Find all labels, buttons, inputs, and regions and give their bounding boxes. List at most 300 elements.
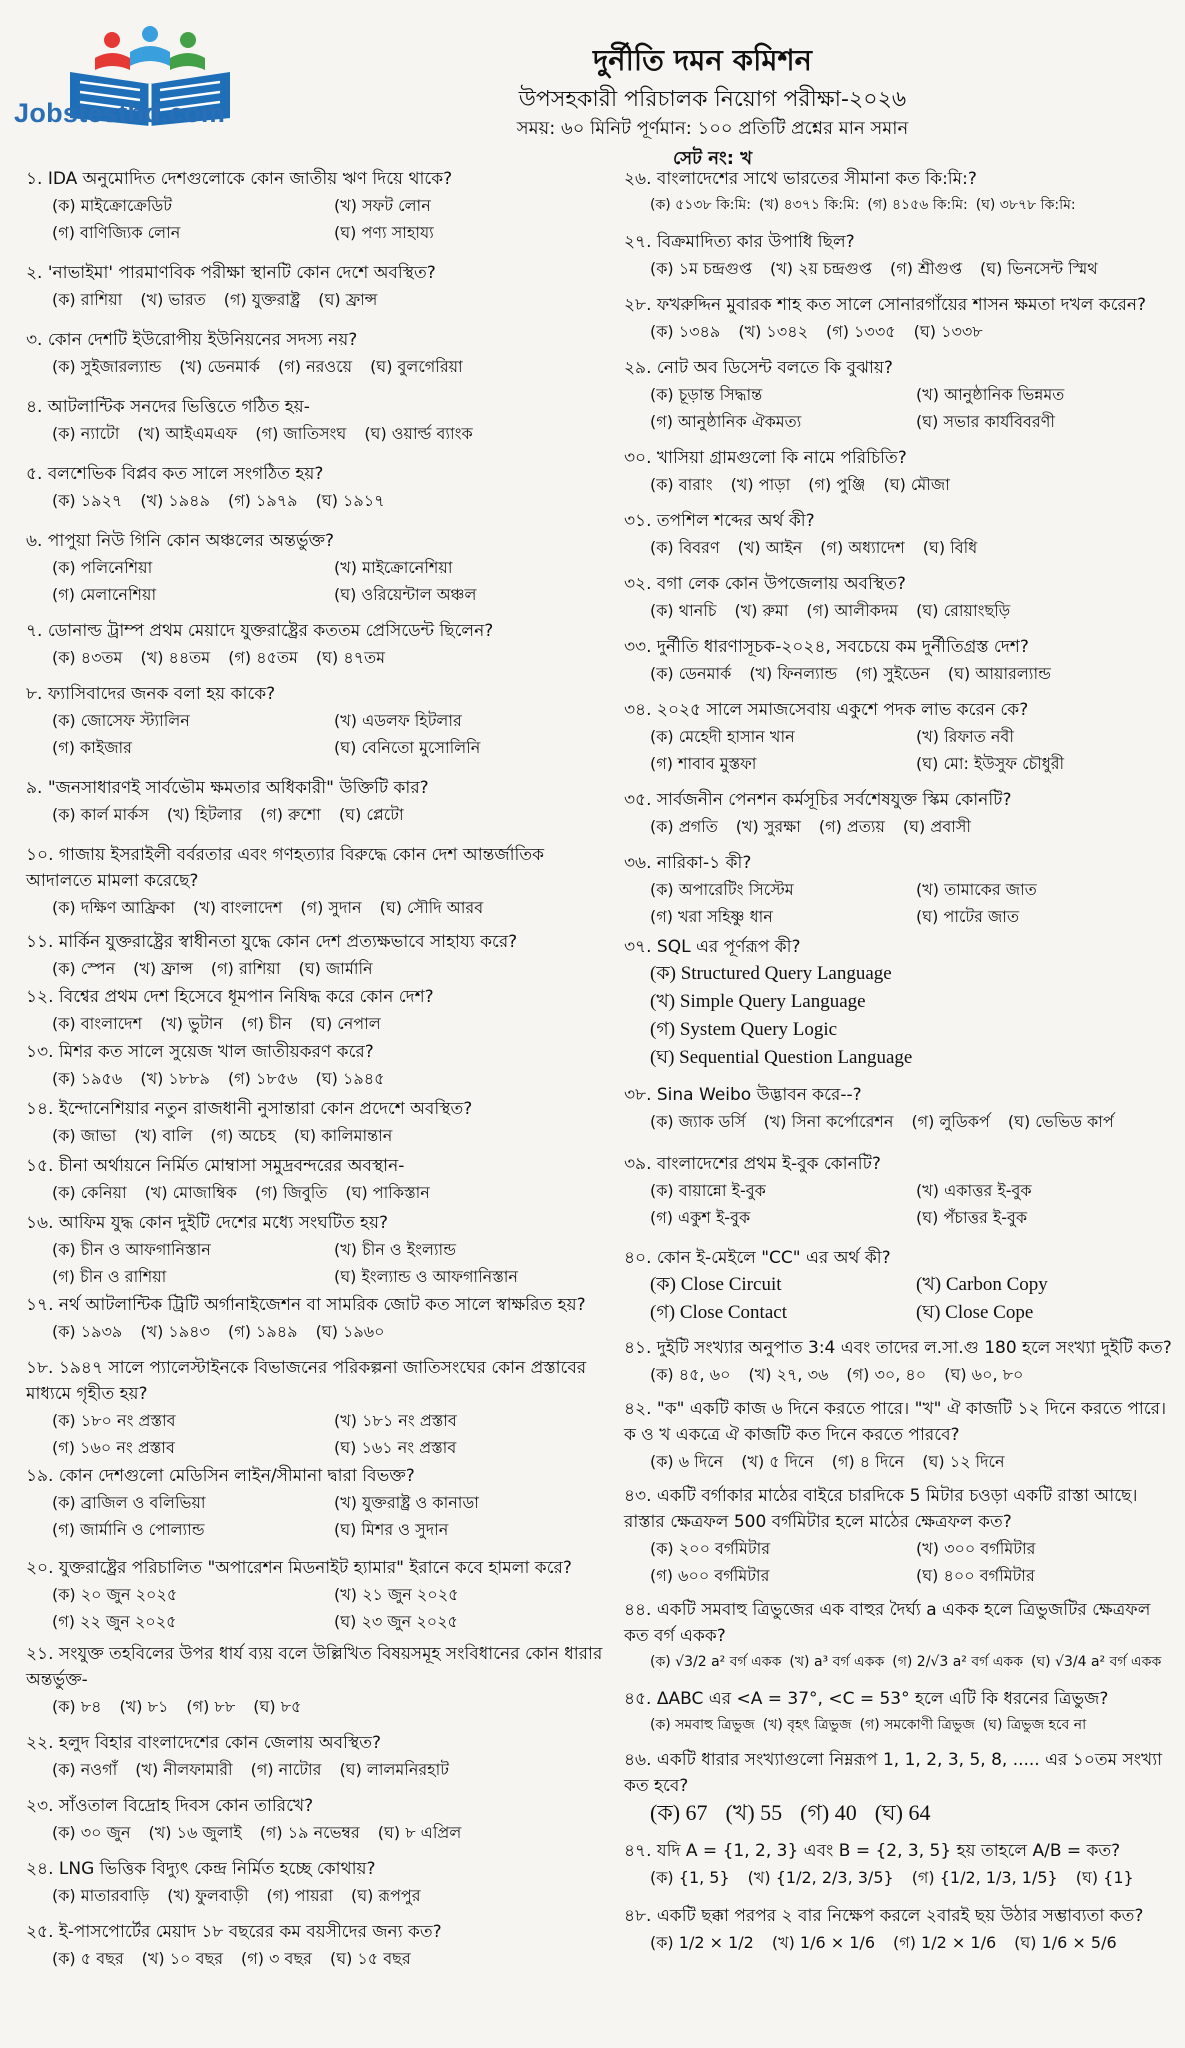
- answer-option: (ঘ) পাটের জাত: [916, 907, 1019, 926]
- answer-option: (ক) ১৩৪৯: [650, 322, 721, 341]
- question-item: [26, 1096, 606, 1149]
- answer-option: (ঘ) ৮৫: [253, 1697, 302, 1716]
- answer-option: (গ) 2/√3 a² বর্গ একক: [892, 1654, 1024, 1670]
- answer-options: [624, 318, 1172, 345]
- answer-option: (ক) 67: [650, 1800, 708, 1825]
- question-text: ৩৯. বাংলাদেশের প্রথম ই-বুক কোনটি?: [624, 1154, 881, 1174]
- answer-option: (ঘ) রূপপুর: [350, 1886, 421, 1905]
- answer-option: (খ) তামাকের জাত: [916, 880, 1037, 899]
- answer-option: (ঘ) ১২ দিনে: [922, 1452, 1005, 1471]
- question-item: [26, 618, 606, 671]
- answer-option: (খ) একাত্তর ই-বুক: [916, 1181, 1032, 1200]
- answer-option: (ঘ) সভার কার্যবিবরণী: [916, 412, 1055, 431]
- answer-option: (খ) ১৯৪৩: [140, 1322, 210, 1341]
- question-text: ৩১. তপশিল শব্দের অর্থ কী?: [624, 511, 815, 531]
- exam-subtitle: উপসহকারী পরিচালক নিয়োগ পরীক্ষা-২০২৬: [518, 87, 907, 112]
- answer-option: (ক) থানচি: [650, 601, 717, 620]
- answer-option: (ক) ১৯৫৬: [52, 1069, 123, 1088]
- question-text: ৪৩. একটি বর্গাকার মাঠের বাইরে চারদিকে 5 মিটার চওড়া একটি রাস্তা আছে। রাস্তার ক্ষেত্রফল 500 বর্গমিটার হলে মাঠের ক্ষেত্রফল কত?: [624, 1486, 1138, 1532]
- question-text: ২৮. ফখরুদ্দিন মুবারক শাহ কত সালে সোনারগাঁয়ের শাসন ক্ষমতা দখল করেন?: [624, 295, 1147, 315]
- answer-option: (খ) ফ্রান্স: [133, 959, 193, 978]
- answer-option: (ঘ) ১৯৬০: [315, 1322, 385, 1341]
- answer-option: (গ) ৪ দিনে: [831, 1452, 905, 1471]
- answer-option: (খ) রুমা: [734, 601, 789, 620]
- question-text: ২৬. বাংলাদেশের সাথে ভারতের সীমানা কত কি:মি:?: [624, 169, 977, 189]
- answer-options: [26, 1122, 606, 1149]
- question-item: [624, 229, 1172, 282]
- question-column-left: [26, 166, 606, 1972]
- answer-option: (ক) কার্ল মার্কস: [52, 805, 149, 824]
- answer-option: (ক) সুইজারল্যান্ড: [52, 357, 162, 376]
- answer-option: (খ) ফুলবাড়ী: [167, 1886, 249, 1905]
- question-text: ৪৮. একটি ছক্কা পরপর ২ বার নিক্ষেপ করলে ২বারই ছয় উঠার সম্ভাব্যতা কত?: [624, 1906, 1144, 1926]
- answer-option: (গ) কাইজার: [52, 738, 132, 757]
- answer-option: (ক) চূড়ান্ত সিদ্ধান্ত: [650, 385, 763, 404]
- answer-options: [624, 381, 1172, 435]
- answer-options: [26, 801, 606, 828]
- answer-option: (ঘ) কালিমান্তান: [293, 1126, 393, 1145]
- answer-option: (খ) বৃহৎ ত্রিভুজ: [762, 1717, 852, 1733]
- answer-option: (খ) ১৬ জুলাই: [148, 1823, 242, 1842]
- question-text: ৪৬. একটি ধারার সংখ্যাগুলো নিম্নরূপ 1, 1, 2, 3, 5, 8, ..... এর ১০তম সংখ্যা কত হবে?: [624, 1750, 1163, 1796]
- answer-options: [26, 1179, 606, 1206]
- question-item: [624, 1245, 1172, 1327]
- answer-option: (ঘ) ত্রিভুজ হবে না: [982, 1717, 1087, 1733]
- answer-options: [624, 1271, 1172, 1327]
- question-item: [26, 1292, 606, 1345]
- answer-option: (গ) যুক্তরাষ্ট্র: [223, 290, 301, 309]
- answer-option: (ঘ) ৪৭তম: [315, 648, 386, 667]
- question-text: ৩৪. ২০২৫ সালে সমাজসেবায় একুশে পদক লাভ করেন কে?: [624, 700, 1029, 720]
- answer-option: (গ) ১৯৭৯: [227, 491, 298, 510]
- answer-option: (খ) চীন ও ইংল্যান্ড: [334, 1240, 456, 1259]
- question-item: [624, 166, 1172, 219]
- question-text: ২১. সংযুক্ত তহবিলের উপর ধার্য ব্যয় বলে উল্লিখিত বিষয়সমূহ সংবিধানের কোন ধারার অন্তর্ভুক্ত-: [26, 1644, 603, 1690]
- answer-option: (খ) সিনা কর্পোরেশন: [763, 1112, 894, 1131]
- answer-option: (খ) ২য় চন্দ্রগুপ্ত: [770, 259, 872, 278]
- question-text: ৩২. বগা লেক কোন উপজেলায় অবস্থিত?: [624, 574, 906, 594]
- answer-option: (ঘ) ওরিয়েন্টাল অঞ্চল: [334, 585, 477, 604]
- answer-options: [26, 1945, 606, 1972]
- answer-option: (ক) ব্রাজিল ও বলিভিয়া: [52, 1493, 206, 1512]
- answer-option: (ঘ) ইংল্যান্ড ও আফগানিস্তান: [334, 1267, 518, 1286]
- answer-option: (ঘ) ফ্রান্স: [318, 290, 378, 309]
- answer-option: (ঘ) প্লেটো: [338, 805, 404, 824]
- answer-option: (গ) চীন ও রাশিয়া: [52, 1267, 167, 1286]
- answer-option: (খ) Simple Query Language: [650, 991, 866, 1012]
- answer-options: [624, 1929, 1172, 1956]
- answer-option: (গ) ৩০, ৪০: [846, 1365, 927, 1384]
- question-item: [624, 1483, 1172, 1589]
- answer-option: (ঘ) Close Cope: [916, 1302, 1034, 1323]
- question-item: [26, 528, 606, 608]
- question-item: [624, 1747, 1172, 1826]
- answer-option: (খ) ৩০০ বর্গমিটার: [916, 1539, 1036, 1558]
- answer-option: (ক) ৪৫, ৬০: [650, 1365, 731, 1384]
- question-item: [624, 1335, 1172, 1388]
- answer-option: (গ) রাশিয়া: [210, 959, 281, 978]
- answer-options: [624, 1799, 1172, 1826]
- answer-option: (ক) জ্যাক ডর্সি: [650, 1112, 746, 1131]
- answer-option: (খ) ২১ জুন ২০২৫: [334, 1585, 459, 1604]
- answer-option: (গ) প্রত্যয়: [818, 817, 885, 836]
- answer-option: (ক) ৫ বছর: [52, 1949, 124, 1968]
- answer-option: (গ) লুডিকর্প: [911, 1112, 990, 1131]
- answer-options: [624, 1177, 1172, 1231]
- answer-option: (ক) ১৮০ নং প্রস্তাব: [52, 1411, 176, 1430]
- question-item: [26, 260, 606, 313]
- answer-option: (গ) ২২ জুন ২০২৫: [52, 1612, 177, 1631]
- answer-option: (খ) ১০ বছর: [141, 1949, 223, 1968]
- answer-option: (গ) Close Contact: [650, 1302, 787, 1323]
- question-item: [624, 1686, 1172, 1739]
- answer-option: (খ) ৪৪তম: [140, 648, 211, 667]
- answer-option: (ক) বারাং: [650, 475, 713, 494]
- answer-option: (ক) ৫১৩৮ কি:মি:: [650, 197, 751, 213]
- question-text: ৩৫. সার্বজনীন পেনশন কর্মসূচির সর্বশেষযুক্ত স্কিম কোনটি?: [624, 790, 1012, 810]
- answer-option: (খ) বালি: [134, 1126, 193, 1145]
- answer-option: (খ) ফিনল্যান্ড: [749, 664, 838, 683]
- answer-option: (ঘ) মৌজা: [883, 475, 950, 494]
- answer-option: (গ) আনুষ্ঠানিক ঐকমত্য: [650, 412, 802, 431]
- answer-option: (খ) পাড়া: [730, 475, 791, 494]
- answer-options: [26, 1407, 606, 1461]
- answer-option: (ক) রাশিয়া: [52, 290, 123, 309]
- answer-options: [26, 1693, 606, 1720]
- answer-option: (ক) ৬ দিনে: [650, 1452, 724, 1471]
- answer-options: [624, 960, 1172, 1072]
- answer-option: (ঘ) পাকিস্তান: [345, 1183, 430, 1202]
- answer-option: (ঘ) সৌদি আরব: [379, 898, 484, 917]
- question-text: ১৪. ইন্দোনেশিয়ার নতুন রাজধানী নুসান্তারা কোন প্রদেশে অবস্থিত?: [26, 1099, 473, 1119]
- answer-option: (খ) এডলফ হিটলার: [334, 711, 462, 730]
- answer-option: (খ) সফট লোন: [334, 196, 431, 215]
- answer-option: (গ) বাণিজ্যিক লোন: [52, 223, 181, 242]
- question-text: ১৭. নর্থ আটলান্টিক ট্রিটি অর্গানাইজেশন বা সামরিক জোট কত সালে স্বাক্ষরিত হয়?: [26, 1295, 586, 1315]
- answer-option: (গ) System Query Logic: [650, 1019, 838, 1040]
- answer-options: [26, 286, 606, 313]
- answer-option: (ক) Structured Query Language: [650, 963, 892, 984]
- question-item: [624, 355, 1172, 435]
- answer-option: (খ) নীলফামারী: [135, 1760, 233, 1779]
- answer-option: (গ) মেলানেশিয়া: [52, 585, 157, 604]
- question-item: [26, 1210, 606, 1290]
- answer-option: (ক) পলিনেশিয়া: [52, 558, 153, 577]
- answer-options: [26, 192, 606, 246]
- question-text: ২৩. সাঁওতাল বিদ্রোহ দিবস কোন তারিখে?: [26, 1796, 314, 1816]
- question-item: [624, 508, 1172, 561]
- question-text: ১৮. ১৯৪৭ সালে প্যালেস্টাইনকে বিভাজনের পরিকল্পনা জাতিসংঘের কোন প্রস্তাবের মাধ্যমে গৃহীত হয়?: [26, 1358, 587, 1404]
- answer-option: (ঘ) নেপাল: [309, 1014, 381, 1033]
- exam-meta: সময়: ৬০ মিনিট পূর্ণমান: ১০০ প্রতিটি প্রশ্নের মান সমান: [516, 118, 909, 139]
- answer-options: [26, 1236, 606, 1290]
- answer-option: (ঘ) ১৯৪৫: [315, 1069, 385, 1088]
- question-item: [624, 1838, 1172, 1891]
- answer-option: (ক) জোসেফ স্ট্যালিন: [52, 711, 190, 730]
- answer-option: (গ) সুইডেন: [855, 664, 930, 683]
- answer-option: (গ) শ্রীগুপ্ত: [889, 259, 963, 278]
- question-item: [624, 1151, 1172, 1231]
- question-item: [26, 1793, 606, 1846]
- answer-options: [624, 1448, 1172, 1475]
- question-item: [26, 1153, 606, 1206]
- answer-option: (গ) পুঞ্জি: [808, 475, 866, 494]
- question-text: ২৪. LNG ভিত্তিক বিদ্যুৎ কেন্দ্র নির্মিত হচ্ছে কোথায়?: [26, 1859, 376, 1879]
- answer-option: (ঘ) ৬০, ৮০: [944, 1365, 1024, 1384]
- answer-option: (ঘ) আয়ারল্যান্ড: [947, 664, 1051, 683]
- question-item: [26, 681, 606, 761]
- answer-option: (গ) ৮৮: [186, 1697, 236, 1716]
- answer-option: (ক) ২০০ বর্গমিটার: [650, 1539, 771, 1558]
- answer-option: (ক) স্পেন: [52, 959, 116, 978]
- answer-option: (ঘ) বিধি: [922, 538, 978, 557]
- question-text: ১. IDA অনুমোদিত দেশগুলোকে কোন জাতীয় ঋণ দিয়ে থাকে?: [26, 169, 453, 189]
- answer-options: [624, 597, 1172, 624]
- answer-option: (ক) সমবাহু ত্রিভুজ: [650, 1717, 755, 1733]
- answer-option: (গ) রুশো: [260, 805, 321, 824]
- answer-options: [624, 1712, 1172, 1739]
- answer-option: (ক) মাইক্রোক্রেডিট: [52, 196, 172, 215]
- answer-option: (খ) আইএমএফ: [137, 424, 238, 443]
- question-text: ১৬. আফিম যুদ্ধ কোন দুইটি দেশের মধ্যে সংঘটিত হয়?: [26, 1213, 388, 1233]
- answer-option: (ক) চীন ও আফগানিস্তান: [52, 1240, 211, 1259]
- question-item: [624, 1597, 1172, 1676]
- answer-option: (ক) বাংলাদেশ: [52, 1014, 143, 1033]
- answer-option: (ক) প্রগতি: [650, 817, 718, 836]
- question-item: [26, 1463, 606, 1543]
- answer-option: (গ) নাটোর: [250, 1760, 322, 1779]
- answer-option: (ঘ) বুলগেরিয়া: [370, 357, 463, 376]
- answer-option: (গ) 40: [800, 1800, 857, 1825]
- answer-option: (ক) ৪৩তম: [52, 648, 123, 667]
- question-item: [624, 634, 1172, 687]
- answer-option: (গ) ১৩৩৫: [825, 322, 896, 341]
- answer-option: (খ) {1/2, 2/3, 3/5}: [747, 1868, 894, 1887]
- answer-option: (গ) ১৮৫৬: [227, 1069, 298, 1088]
- question-text: ১৩. মিশর কত সালে সুয়েজ খাল জাতীয়করণ করে?: [26, 1042, 374, 1062]
- question-text: ১৯. কোন দেশগুলো মেডিসিন লাইন/সীমানা দ্বারা বিভক্ত?: [26, 1466, 415, 1486]
- answer-options: [26, 1819, 606, 1846]
- answer-option: (গ) খরা সহিষ্ণু ধান: [650, 907, 773, 926]
- question-item: [624, 1082, 1172, 1135]
- question-text: ২২. হলুদ বিহার বাংলাদেশের কোন জেলায় অবস্থিত?: [26, 1733, 381, 1753]
- question-text: ৭. ডোনাল্ড ট্রাম্প প্রথম মেয়াদে যুক্তরাষ্ট্রের কততম প্রেসিডেন্ট ছিলেন?: [26, 621, 494, 641]
- question-item: [26, 929, 606, 982]
- answer-option: (ক) ডেনমার্ক: [650, 664, 732, 683]
- answer-options: [26, 1010, 606, 1037]
- answer-options: [624, 813, 1172, 840]
- answer-option: (ক) বায়ান্নো ই-বুক: [650, 1181, 766, 1200]
- answer-option: (ঘ) ভিনসেন্ট স্মিথ: [980, 259, 1098, 278]
- answer-option: (খ) a³ বর্গ একক: [789, 1654, 885, 1670]
- answer-options: [26, 1318, 606, 1345]
- answer-option: (ঘ) মো: ইউসুফ চৌধুরী: [916, 754, 1065, 773]
- answer-option: (খ) ৮১: [119, 1697, 169, 1716]
- answer-options: [26, 420, 606, 447]
- site-logo-text: Jobstestbd.com: [14, 98, 226, 128]
- question-item: [26, 1641, 606, 1720]
- answer-option: (খ) আনুষ্ঠানিক ভিন্নমত: [916, 385, 1065, 404]
- answer-option: (ক) ন্যাটো: [52, 424, 120, 443]
- answer-options: [624, 471, 1172, 498]
- answer-option: (খ) ৪৩৭১ কি:মি:: [759, 197, 860, 213]
- answer-options: [26, 644, 606, 671]
- question-text: ৩. কোন দেশটি ইউরোপীয় ইউনিয়নের সদস্য নয়?: [26, 330, 358, 350]
- answer-option: (ক) {1, 5}: [650, 1868, 730, 1887]
- answer-option: (গ) চীন: [240, 1014, 292, 1033]
- answer-option: (ঘ) ১৬১ নং প্রস্তাব: [334, 1438, 457, 1457]
- answer-option: (ঘ) ৮ এপ্রিল: [377, 1823, 462, 1842]
- question-text: ৩৩. দুর্নীতি ধারণাসূচক-২০২৪, সবচেয়ে কম দুর্নীতিগ্রস্ত দেশ?: [624, 637, 1029, 657]
- answer-option: (গ) অধ্যাদেশ: [820, 538, 905, 557]
- question-text: ১২. বিশ্বের প্রথম দেশ হিসেবে ধূমপান নিষিদ্ধ করে কোন দেশ?: [26, 987, 434, 1007]
- answer-options: [624, 534, 1172, 561]
- answer-option: (ঘ) পঁচাত্তর ই-বুক: [916, 1208, 1028, 1227]
- question-item: [624, 787, 1172, 840]
- question-item: [26, 1730, 606, 1783]
- answer-option: (ক) মাতারবাড়ি: [52, 1886, 150, 1905]
- answer-option: (গ) শাবাব মুস্তফা: [650, 754, 757, 773]
- answer-options: [26, 1489, 606, 1543]
- question-text: ৩৬. নারিকা-১ কী?: [624, 853, 752, 873]
- answer-options: [26, 1882, 606, 1909]
- answer-option: (ঘ) রোয়াংছড়ি: [916, 601, 1011, 620]
- answer-options: [624, 876, 1172, 930]
- answer-option: (গ) নরওয়ে: [278, 357, 353, 376]
- answer-option: (খ) ডেনমার্ক: [179, 357, 261, 376]
- answer-options: [26, 1756, 606, 1783]
- question-text: ২৭. বিক্রমাদিত্য কার উপাধি ছিল?: [624, 232, 855, 252]
- answer-options: [26, 1581, 606, 1635]
- answer-option: (খ) বাংলাদেশ: [192, 898, 283, 917]
- answer-option: (খ) রিফাত নবী: [916, 727, 1014, 746]
- answer-option: (গ) একুশ ই-বুক: [650, 1208, 751, 1227]
- answer-option: (খ) ১৮৮৯: [140, 1069, 210, 1088]
- answer-option: (ক) ১৯৩৯: [52, 1322, 123, 1341]
- answer-option: (ঘ) {1}: [1075, 1868, 1134, 1887]
- answer-option: (ঘ) ৩৮৭৮ কি:মি:: [975, 197, 1076, 213]
- answer-option: (ক) ৮৪: [52, 1697, 102, 1716]
- answer-option: (গ) ৬০০ বর্গমিটার: [650, 1566, 770, 1585]
- question-text: ১০. গাজায় ইসরাইলী বর্বরতার এবং গণহত্যার বিরুদ্ধে কোন দেশ আন্তর্জাতিক আদালতে মামলা করেছে?: [26, 845, 545, 891]
- question-text: ১৫. চীনা অর্থায়নে নির্মিত মোম্বাসা সমুদ্রবন্দরের অবস্থান-: [26, 1156, 405, 1176]
- question-item: [26, 1355, 606, 1461]
- answer-option: (ঘ) ২৩ জুন ২০২৫: [334, 1612, 458, 1631]
- answer-option: (ক) ১৯২৭: [52, 491, 123, 510]
- question-text: ৪২. "ক" একটি কাজ ৬ দিনে করতে পারে। "খ" ঐ কাজটি ১২ দিনে করতে পারে। ক ও খ একত্রে ঐ কাজটি কত দিনে করতে পারবে?: [624, 1399, 1167, 1445]
- answer-options: [624, 723, 1172, 777]
- answer-option: (খ) ২৭, ৩৬: [748, 1365, 829, 1384]
- answer-option: (ঘ) প্রবাসী: [902, 817, 972, 836]
- answer-option: (ক) ৩০ জুন: [52, 1823, 131, 1842]
- question-text: ৮. ফ্যাসিবাদের জনক বলা হয় কাকে?: [26, 684, 276, 704]
- answer-option: (ঘ) ১৩৩৮: [913, 322, 983, 341]
- answer-option: (ক) 1/2 × 1/2: [650, 1933, 754, 1952]
- answer-option: (গ) ৪৫তম: [228, 648, 298, 667]
- answer-option: (ঘ) জার্মানি: [298, 959, 373, 978]
- question-text: ৪৫. ΔABC এর <A = 37°, <C = 53° হলে এটি কি ধরনের ত্রিভুজ?: [624, 1689, 1109, 1709]
- answer-option: (খ) ৫ দিনে: [741, 1452, 814, 1471]
- question-text: ২৫. ই-পাসপোর্টের মেয়াদ ১৮ বছরের কম বয়সীদের জন্য কত?: [26, 1922, 442, 1942]
- question-item: [26, 1856, 606, 1909]
- answer-option: (খ) হিটলার: [166, 805, 243, 824]
- answer-options: [26, 353, 606, 380]
- answer-option: (খ) Carbon Copy: [916, 1274, 1048, 1295]
- question-item: [624, 571, 1172, 624]
- answer-options: [624, 660, 1172, 687]
- question-item: [624, 850, 1172, 930]
- answer-option: (ক) Close Circuit: [650, 1274, 782, 1295]
- answer-option: (ঘ) ৪০০ বর্গমিটার: [916, 1566, 1035, 1585]
- answer-option: (ক) কেনিয়া: [52, 1183, 127, 1202]
- question-item: [26, 166, 606, 246]
- answer-option: (খ) মাইক্রোনেশিয়া: [334, 558, 453, 577]
- answer-option: (ঘ) পণ্য সাহায্য: [334, 223, 434, 242]
- question-item: [624, 1903, 1172, 1956]
- question-text: ২. 'নাভাইমা' পারমাণবিক পরীক্ষা স্থানটি কোন দেশে অবস্থিত?: [26, 263, 436, 283]
- answer-option: (ঘ) ১৯১৭: [315, 491, 385, 510]
- question-text: ৫. বলশেভিক বিপ্লব কত সালে সংগঠিত হয়?: [26, 464, 324, 484]
- question-item: [26, 327, 606, 380]
- answer-option: (গ) আলীকদম: [806, 601, 899, 620]
- answer-option: (ঘ) ভেভিড কার্প: [1007, 1112, 1114, 1131]
- question-text: ৩০. খাসিয়া গ্রামগুলো কি নামে পরিচিতি?: [624, 448, 907, 468]
- question-item: [26, 842, 606, 921]
- answer-option: (গ) জার্মানি ও পোল্যান্ড: [52, 1520, 205, 1539]
- answer-option: (ক) জাভা: [52, 1126, 117, 1145]
- answer-options: [624, 255, 1172, 282]
- question-item: [624, 934, 1172, 1072]
- question-item: [26, 775, 606, 828]
- answer-option: (ঘ) √3/4 a² বর্গ একক: [1031, 1654, 1162, 1670]
- answer-option: (ক) ১ম চন্দ্রগুপ্ত: [650, 259, 753, 278]
- question-item: [26, 1555, 606, 1635]
- answer-option: (গ) ৪১৫৬ কি:মি:: [867, 197, 968, 213]
- question-text: ৪. আটলান্টিক সনদের ভিত্তিতে গঠিত হয়-: [26, 397, 310, 417]
- question-item: [624, 445, 1172, 498]
- answer-option: (গ) ১৯৪৯: [227, 1322, 298, 1341]
- answer-option: (গ) 1/2 × 1/6: [893, 1933, 997, 1952]
- answer-option: (খ) আইন: [737, 538, 803, 557]
- answer-option: (গ) সুদান: [300, 898, 362, 917]
- answer-option: (গ) জাতিসংঘ: [255, 424, 347, 443]
- answer-option: (গ) ৩ বছর: [241, 1949, 312, 1968]
- answer-options: [624, 1108, 1172, 1135]
- answer-option: (খ) ১৩৪২: [738, 322, 808, 341]
- question-text: ৪০. কোন ই-মেইলে "CC" এর অর্থ কী?: [624, 1248, 891, 1268]
- answer-option: (ঘ) ১৫ বছর: [329, 1949, 411, 1968]
- answer-options: [26, 955, 606, 982]
- answer-option: (ক) বিবরণ: [650, 538, 720, 557]
- question-text: ১১. মার্কিন যুক্তরাষ্ট্রের স্বাধীনতা যুদ্ধে কোন দেশ প্রত্যক্ষভাবে সাহায্য করে?: [26, 932, 518, 952]
- answer-option: (ক) ২০ জুন ২০২৫: [52, 1585, 178, 1604]
- answer-options: [26, 707, 606, 761]
- question-text: ৪১. দুইটি সংখ্যার অনুপাত 3:4 এবং তাদের ল.সা.গু 180 হলে সংখ্যা দুইটি কত?: [624, 1338, 1172, 1358]
- answer-option: (ঘ) বেনিতো মুসোলিনি: [334, 738, 481, 757]
- answer-options: [624, 1649, 1172, 1676]
- question-item: [26, 1039, 606, 1092]
- answer-option: (খ) ভারত: [140, 290, 206, 309]
- question-text: ২০. যুক্তরাষ্ট্রের পরিচালিত "অপারেশন মিডনাইট হ্যামার" ইরানে কবে হামলা করে?: [26, 1558, 572, 1578]
- question-text: ৪৭. যদি A = {1, 2, 3} এবং B = {2, 3, 5} হয় তাহলে A/B = কত?: [624, 1841, 1121, 1861]
- answer-option: (ঘ) 1/6 × 5/6: [1014, 1933, 1117, 1952]
- answer-option: (ঘ) ওয়ার্ল্ড ব্যাংক: [364, 424, 473, 443]
- answer-options: [26, 487, 606, 514]
- question-text: ৩৮. Sina Weibo উদ্ভাবন করে--?: [624, 1085, 862, 1105]
- question-item: [624, 697, 1172, 777]
- question-item: [26, 1919, 606, 1972]
- answer-option: (ক) অপারেটিং সিস্টেম: [650, 880, 794, 899]
